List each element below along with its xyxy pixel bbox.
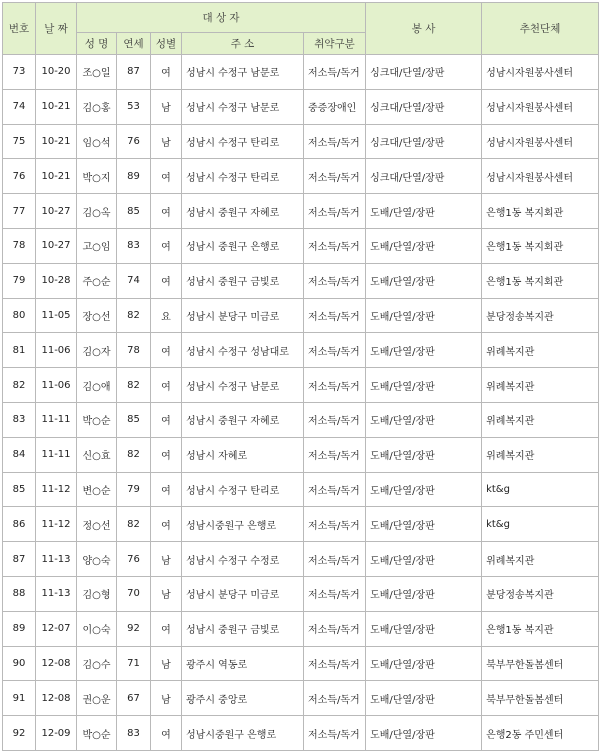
table-row (3, 472, 599, 507)
cell-gender: 여 (151, 159, 182, 194)
cell-service: 싱크대/단열/장판 (366, 124, 482, 159)
header-gender: 성별 (151, 33, 182, 55)
header-target-group: 대 상 자 (77, 3, 366, 33)
cell-org: 은행1동 복지회관 (482, 194, 599, 229)
cell-gender: 남 (151, 89, 182, 124)
cell-category: 저소득/독거 (304, 194, 366, 229)
cell-age: 82 (117, 368, 151, 403)
cell-date: 11-06 (36, 368, 77, 403)
cell-date: 12-07 (36, 611, 77, 646)
cell-no: 92 (3, 716, 36, 751)
cell-org: 은행1동 복지회관 (482, 228, 599, 263)
cell-name: 신○효 (77, 437, 117, 472)
cell-org: 은행2동 주민센터 (482, 716, 599, 751)
table-header (3, 3, 599, 55)
cell-no: 81 (3, 333, 36, 368)
cell-date: 12-08 (36, 646, 77, 681)
cell-date: 11-11 (36, 402, 77, 437)
cell-date: 10-27 (36, 228, 77, 263)
cell-org: 은행1동 복지회관 (482, 263, 599, 298)
cell-category: 저소득/독거 (304, 472, 366, 507)
cell-address: 광주시 중앙로 (182, 681, 304, 716)
cell-no: 80 (3, 298, 36, 333)
cell-no: 78 (3, 228, 36, 263)
cell-gender: 여 (151, 368, 182, 403)
cell-address: 성남시 수정구 남문로 (182, 89, 304, 124)
cell-address: 광주시 역동로 (182, 646, 304, 681)
header-address: 주 소 (182, 33, 304, 55)
table-row (3, 576, 599, 611)
cell-name: 박○순 (77, 716, 117, 751)
cell-address: 성남시 분당구 미금로 (182, 576, 304, 611)
table-row (3, 55, 599, 90)
cell-service: 도배/단열/장판 (366, 507, 482, 542)
cell-address: 성남시 수정구 성남대로 (182, 333, 304, 368)
cell-service: 도배/단열/장판 (366, 228, 482, 263)
cell-address: 성남시 자혜로 (182, 437, 304, 472)
table-row (3, 507, 599, 542)
cell-age: 67 (117, 681, 151, 716)
cell-no: 76 (3, 159, 36, 194)
table-row (3, 194, 599, 229)
cell-name: 김○수 (77, 646, 117, 681)
header-age: 연세 (117, 33, 151, 55)
cell-date: 11-05 (36, 298, 77, 333)
cell-name: 김○홍 (77, 89, 117, 124)
cell-org: kt&g (482, 507, 599, 542)
cell-address: 성남시중원구 은행로 (182, 507, 304, 542)
cell-age: 76 (117, 542, 151, 577)
cell-gender: 남 (151, 542, 182, 577)
cell-org: 은행1동 복지관 (482, 611, 599, 646)
cell-service: 싱크대/단열/장판 (366, 55, 482, 90)
cell-no: 79 (3, 263, 36, 298)
header-org: 추천단체 (482, 3, 599, 55)
cell-age: 76 (117, 124, 151, 159)
cell-date: 10-21 (36, 124, 77, 159)
cell-category: 저소득/독거 (304, 437, 366, 472)
cell-gender: 여 (151, 611, 182, 646)
cell-address: 성남시 수정구 탄리로 (182, 159, 304, 194)
table-row (3, 402, 599, 437)
cell-org: 북부무한돌봄센터 (482, 681, 599, 716)
cell-address: 성남시 중원구 금빛로 (182, 611, 304, 646)
cell-name: 박○순 (77, 402, 117, 437)
cell-age: 85 (117, 402, 151, 437)
cell-no: 84 (3, 437, 36, 472)
cell-age: 83 (117, 228, 151, 263)
header-name: 성 명 (77, 33, 117, 55)
cell-org: 위례복지관 (482, 368, 599, 403)
table-row (3, 681, 599, 716)
cell-service: 도배/단열/장판 (366, 681, 482, 716)
cell-date: 11-06 (36, 333, 77, 368)
cell-address: 성남시 중원구 자혜로 (182, 402, 304, 437)
cell-org: 성남시자원봉사센터 (482, 159, 599, 194)
cell-org: 분당정송복지관 (482, 576, 599, 611)
table-body (3, 55, 599, 751)
cell-category: 저소득/독거 (304, 124, 366, 159)
cell-no: 83 (3, 402, 36, 437)
cell-date: 11-13 (36, 576, 77, 611)
cell-service: 도배/단열/장판 (366, 298, 482, 333)
cell-service: 도배/단열/장판 (366, 611, 482, 646)
cell-date: 11-11 (36, 437, 77, 472)
cell-name: 정○선 (77, 507, 117, 542)
cell-address: 성남시중원구 은행로 (182, 716, 304, 751)
cell-name: 고○임 (77, 228, 117, 263)
cell-age: 87 (117, 55, 151, 90)
cell-service: 도배/단열/장판 (366, 263, 482, 298)
table-row (3, 646, 599, 681)
cell-name: 양○숙 (77, 542, 117, 577)
cell-service: 도배/단열/장판 (366, 402, 482, 437)
cell-address: 성남시 수정구 남문로 (182, 368, 304, 403)
cell-category: 저소득/독거 (304, 159, 366, 194)
cell-no: 73 (3, 55, 36, 90)
cell-date: 12-08 (36, 681, 77, 716)
cell-no: 86 (3, 507, 36, 542)
table-row (3, 298, 599, 333)
header-service: 봉 사 (366, 3, 482, 55)
cell-name: 장○선 (77, 298, 117, 333)
cell-category: 저소득/독거 (304, 228, 366, 263)
cell-address: 성남시 중원구 금빛로 (182, 263, 304, 298)
cell-service: 도배/단열/장판 (366, 716, 482, 751)
cell-org: 위례복지관 (482, 437, 599, 472)
cell-address: 성남시 분당구 미금로 (182, 298, 304, 333)
cell-category: 저소득/독거 (304, 402, 366, 437)
table-row (3, 124, 599, 159)
table-row (3, 228, 599, 263)
cell-name: 김○애 (77, 368, 117, 403)
cell-category: 저소득/독거 (304, 611, 366, 646)
cell-category: 저소득/독거 (304, 263, 366, 298)
cell-gender: 남 (151, 124, 182, 159)
cell-gender: 여 (151, 402, 182, 437)
table-row (3, 437, 599, 472)
table-row (3, 611, 599, 646)
cell-org: 위례복지관 (482, 333, 599, 368)
cell-category: 저소득/독거 (304, 298, 366, 333)
cell-address: 성남시 중원구 자혜로 (182, 194, 304, 229)
cell-name: 조○일 (77, 55, 117, 90)
cell-age: 92 (117, 611, 151, 646)
cell-org: 성남시자원봉사센터 (482, 89, 599, 124)
cell-no: 74 (3, 89, 36, 124)
cell-gender: 여 (151, 263, 182, 298)
cell-name: 임○석 (77, 124, 117, 159)
volunteer-record-table (2, 2, 599, 751)
cell-address: 성남시 수정구 탄리로 (182, 124, 304, 159)
table-row (3, 368, 599, 403)
table-row (3, 716, 599, 751)
cell-date: 11-12 (36, 472, 77, 507)
cell-service: 도배/단열/장판 (366, 542, 482, 577)
cell-org: 성남시자원봉사센터 (482, 55, 599, 90)
cell-date: 11-13 (36, 542, 77, 577)
cell-name: 변○순 (77, 472, 117, 507)
cell-gender: 여 (151, 333, 182, 368)
cell-age: 70 (117, 576, 151, 611)
cell-age: 71 (117, 646, 151, 681)
cell-service: 싱크대/단열/장판 (366, 89, 482, 124)
cell-age: 82 (117, 437, 151, 472)
cell-gender: 요 (151, 298, 182, 333)
cell-service: 싱크대/단열/장판 (366, 159, 482, 194)
cell-gender: 여 (151, 472, 182, 507)
cell-age: 74 (117, 263, 151, 298)
cell-age: 83 (117, 716, 151, 751)
cell-age: 85 (117, 194, 151, 229)
cell-org: 성남시자원봉사센터 (482, 124, 599, 159)
cell-age: 79 (117, 472, 151, 507)
cell-gender: 여 (151, 55, 182, 90)
cell-service: 도배/단열/장판 (366, 646, 482, 681)
cell-age: 82 (117, 507, 151, 542)
table-row (3, 159, 599, 194)
cell-age: 53 (117, 89, 151, 124)
cell-date: 10-27 (36, 194, 77, 229)
cell-name: 박○지 (77, 159, 117, 194)
cell-address: 성남시 수정구 탄리로 (182, 472, 304, 507)
cell-category: 저소득/독거 (304, 542, 366, 577)
table-row (3, 263, 599, 298)
table-row (3, 333, 599, 368)
cell-org: 분당정송복지관 (482, 298, 599, 333)
cell-service: 도배/단열/장판 (366, 472, 482, 507)
cell-date: 10-28 (36, 263, 77, 298)
cell-no: 82 (3, 368, 36, 403)
cell-no: 91 (3, 681, 36, 716)
header-no: 번호 (3, 3, 36, 55)
header-category: 취약구분 (304, 33, 366, 55)
cell-category: 중증장애인 (304, 89, 366, 124)
cell-date: 10-20 (36, 55, 77, 90)
cell-gender: 남 (151, 646, 182, 681)
cell-date: 10-21 (36, 159, 77, 194)
cell-name: 김○자 (77, 333, 117, 368)
cell-date: 10-21 (36, 89, 77, 124)
cell-no: 87 (3, 542, 36, 577)
cell-org: kt&g (482, 472, 599, 507)
cell-service: 도배/단열/장판 (366, 576, 482, 611)
cell-no: 75 (3, 124, 36, 159)
cell-no: 77 (3, 194, 36, 229)
cell-org: 북부무한돌봄센터 (482, 646, 599, 681)
cell-no: 85 (3, 472, 36, 507)
cell-gender: 여 (151, 716, 182, 751)
cell-service: 도배/단열/장판 (366, 333, 482, 368)
cell-org: 위례복지관 (482, 542, 599, 577)
cell-gender: 여 (151, 437, 182, 472)
cell-no: 90 (3, 646, 36, 681)
cell-category: 저소득/독거 (304, 576, 366, 611)
cell-service: 도배/단열/장판 (366, 194, 482, 229)
cell-address: 성남시 수정구 남문로 (182, 55, 304, 90)
cell-name: 이○숙 (77, 611, 117, 646)
cell-address: 성남시 수정구 수정로 (182, 542, 304, 577)
cell-gender: 남 (151, 681, 182, 716)
cell-date: 12-09 (36, 716, 77, 751)
cell-service: 도배/단열/장판 (366, 368, 482, 403)
cell-category: 저소득/독거 (304, 646, 366, 681)
table-row (3, 542, 599, 577)
cell-category: 저소득/독거 (304, 507, 366, 542)
cell-category: 저소득/독거 (304, 716, 366, 751)
cell-category: 저소득/독거 (304, 333, 366, 368)
cell-date: 11-12 (36, 507, 77, 542)
cell-category: 저소득/독거 (304, 368, 366, 403)
cell-gender: 여 (151, 194, 182, 229)
cell-age: 78 (117, 333, 151, 368)
cell-name: 권○운 (77, 681, 117, 716)
cell-gender: 여 (151, 228, 182, 263)
cell-age: 82 (117, 298, 151, 333)
cell-gender: 여 (151, 507, 182, 542)
cell-gender: 남 (151, 576, 182, 611)
cell-name: 김○형 (77, 576, 117, 611)
table-row (3, 89, 599, 124)
cell-category: 저소득/독거 (304, 55, 366, 90)
cell-name: 김○옥 (77, 194, 117, 229)
cell-no: 89 (3, 611, 36, 646)
cell-name: 주○순 (77, 263, 117, 298)
cell-org: 위례복지관 (482, 402, 599, 437)
cell-address: 성남시 중원구 은행로 (182, 228, 304, 263)
header-date: 날 짜 (36, 3, 77, 55)
cell-category: 저소득/독거 (304, 681, 366, 716)
cell-age: 89 (117, 159, 151, 194)
cell-no: 88 (3, 576, 36, 611)
cell-service: 도배/단열/장판 (366, 437, 482, 472)
